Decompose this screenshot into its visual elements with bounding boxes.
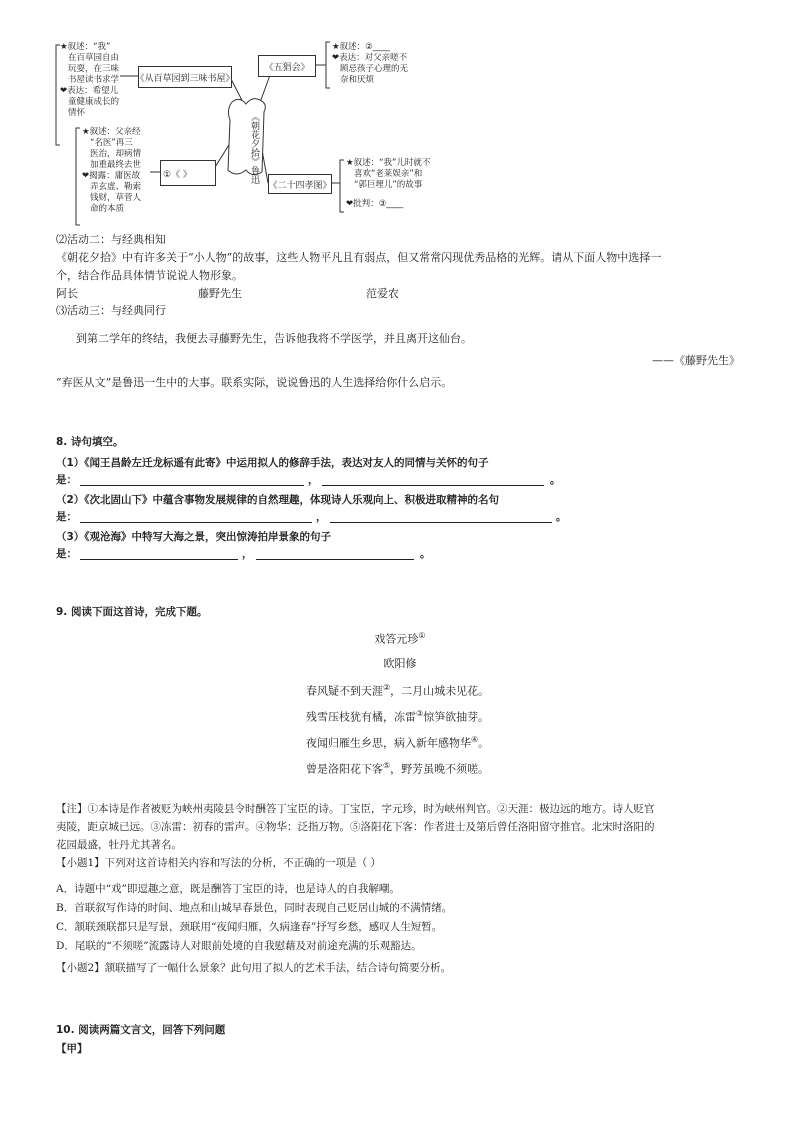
note-line: 弄玄虚、勒索 bbox=[90, 182, 142, 192]
poem-line bbox=[306, 758, 566, 784]
poem-title-text: 戏答元珍 bbox=[374, 632, 419, 646]
note-line: 顾忌孩子心理的无 bbox=[340, 64, 409, 74]
character-option: 藤野先生 bbox=[198, 287, 242, 300]
poem-text: ，野芳虽晚不须嗟。 bbox=[390, 762, 490, 776]
answer-prefix: 是： bbox=[56, 511, 77, 523]
answer-blank[interactable] bbox=[80, 522, 312, 523]
question-9 bbox=[56, 604, 746, 619]
left-mid-note bbox=[82, 127, 152, 215]
annotation-line: 【注】①本诗是作者被贬为峡州夷陵县令时酬答丁宝臣的诗。丁宝臣，字元珍，时为峡州判官。②天涯：极边远的地方。诗人贬官 bbox=[56, 803, 655, 815]
q8-answer-row bbox=[56, 546, 746, 564]
note-line: 喜欢“老莱娱亲”和 bbox=[354, 169, 423, 179]
left-top-note bbox=[60, 42, 130, 119]
note-line: 情怀 bbox=[68, 108, 86, 118]
q8-answer-row bbox=[56, 509, 746, 527]
note-line: 命的本质 bbox=[90, 204, 125, 214]
note-line: 童健康成长的 bbox=[68, 97, 120, 107]
activity3-source: ——《藤野先生》 bbox=[652, 354, 740, 367]
note-line: 在百草园自由 bbox=[68, 53, 120, 63]
box-blank-title: ①《 》 bbox=[160, 160, 216, 186]
poem-annotation bbox=[56, 800, 746, 872]
poem-author: 欧阳修 bbox=[383, 656, 417, 670]
comma: ， bbox=[316, 511, 327, 523]
choice-option-d[interactable]: D．尾联的“不须嗟”流露诗人对眼前处境的自我慰藉及对前途充满的乐观豁达。 bbox=[56, 940, 422, 952]
box-baicaoyuan: 《从百草园到三味书屋》 bbox=[138, 66, 232, 88]
note-line: 玩耍，在三味 bbox=[68, 64, 120, 74]
answer-blank[interactable] bbox=[256, 559, 414, 560]
period: 。 bbox=[556, 511, 567, 523]
note-line: 医治，却病情 bbox=[90, 149, 142, 159]
q10-title: 10. 阅读两篇文言文，回答下列问题 bbox=[56, 1024, 226, 1036]
character-option: 阿长 bbox=[56, 287, 78, 300]
note-line: ❤表达：对父亲嗟不 bbox=[332, 53, 408, 63]
note-line: 钱财，草菅人 bbox=[90, 193, 142, 203]
footnote-mark: ① bbox=[418, 631, 426, 640]
answer-blank[interactable] bbox=[330, 522, 552, 523]
question-10 bbox=[56, 1022, 746, 1056]
poem-text: 残雪压枝犹有橘，冻雷 bbox=[306, 710, 416, 724]
note-line: 奈和厌烦 bbox=[340, 75, 375, 85]
poem-line bbox=[306, 680, 566, 706]
footnote-mark: ③ bbox=[416, 709, 424, 718]
comma: ， bbox=[242, 548, 253, 560]
right-bottom-note bbox=[346, 158, 456, 210]
footnote-mark: ④ bbox=[471, 735, 479, 744]
note-line: ❤表达：希望儿 bbox=[60, 86, 119, 96]
poem-title bbox=[300, 628, 500, 648]
right-top-note bbox=[332, 42, 432, 86]
answer-prefix: 是： bbox=[56, 548, 77, 560]
note-line: 加重最终去世 bbox=[90, 160, 142, 170]
activity3-title: ⑶活动三：与经典同行 bbox=[56, 304, 166, 317]
q9-title: 9. 阅读下面这首诗，完成下题。 bbox=[56, 606, 208, 618]
note-line: ❤批判：③____ bbox=[346, 199, 404, 209]
q8-answer-row bbox=[56, 472, 746, 490]
answer-blank[interactable] bbox=[80, 559, 238, 560]
period: 。 bbox=[550, 474, 561, 486]
footnote-mark: ⑤ bbox=[383, 761, 391, 770]
activity3-question: “弃医从文”是鲁迅一生中的大事。联系实际，说说鲁迅的人生选择给你什么启示。 bbox=[56, 376, 453, 389]
annotation-line: 花园最盛，牡丹尤其著名。 bbox=[56, 839, 182, 851]
choice-options bbox=[56, 880, 746, 956]
activity2-title: ⑵活动二：与经典相知 bbox=[56, 233, 166, 246]
choice-option-a[interactable]: A．诗题中“戏”即逗趣之意，既是酬答丁宝臣的诗，也是诗人的自我解嘲。 bbox=[56, 883, 400, 895]
note-line: “名医”再三 bbox=[90, 138, 133, 148]
poem-text: 惊笋欲抽芽。 bbox=[423, 710, 490, 724]
poem-line bbox=[306, 706, 566, 732]
note-line: ★叙述：父亲经 bbox=[82, 127, 141, 137]
choice-option-b[interactable]: B．首联叙写作诗的时间、地点和山城早春景色，同时表现自己贬居山城的不满情绪。 bbox=[56, 902, 453, 914]
box-24-xiao: 《二十四孝图》 bbox=[268, 174, 332, 194]
activity3 bbox=[56, 303, 740, 391]
character-option: 范爱农 bbox=[366, 287, 399, 300]
note-line: “郭巨埋儿”的故事 bbox=[354, 180, 423, 190]
sub-question-2: 【小题2】颔联描写了一幅什么景象？此句用了拟人的艺术手法，结合诗句简要分析。 bbox=[56, 962, 452, 974]
q8-title: 8. 诗句填空。 bbox=[56, 436, 124, 448]
poem-text: 曾是洛阳花下客 bbox=[306, 762, 383, 776]
note-line: ★叙述：②____ bbox=[332, 42, 390, 52]
center-book-title: 《朝花夕拾》鲁迅 bbox=[249, 112, 259, 184]
poem-text: 春风疑不到天涯 bbox=[306, 684, 383, 698]
poem-line bbox=[306, 732, 566, 758]
box-wuchanghui: 《五猖会》 bbox=[258, 55, 316, 77]
answer-blank[interactable] bbox=[322, 485, 544, 486]
note-line: ★叙述：“我”儿时就不 bbox=[346, 158, 431, 168]
period: 。 bbox=[420, 548, 431, 560]
choice-option-c[interactable]: C．颔联颈联都只是写景，颈联用“夜闻归雁，久病逢春”抒写乡愁，感叹人生短暂。 bbox=[56, 921, 443, 933]
note-line: ★叙述：“我” bbox=[60, 42, 111, 52]
footnote-mark: ② bbox=[383, 683, 391, 692]
comma: ， bbox=[308, 474, 319, 486]
annotation-line: 夷陵，距京城已远。③冻雷：初春的雷声。④物华：泛指万物。⑤洛阳花下客：作者进士及第后曾任洛阳留守推官。北宋时洛阳的 bbox=[56, 821, 655, 833]
activity2-text: 个，结合作品具体情节说说人物形象。 bbox=[56, 269, 243, 282]
question-8 bbox=[56, 434, 746, 564]
activity2 bbox=[56, 232, 746, 302]
q8-item2: （2）《次北固山下》中蕴含事物发展规律的自然理趣，体现诗人乐观向上、积极进取精神的名句 bbox=[56, 494, 500, 506]
q8-item1: （1）《闻王昌龄左迁龙标遥有此寄》中运用拟人的修辞手法，表达对友人的同情与关怀的句子 bbox=[56, 457, 489, 469]
activity3-quote: 到第二学年的终结，我便去寻藤野先生，告诉他我将不学医学，并且离开这仙台。 bbox=[76, 332, 472, 345]
activity2-text: 《朝花夕拾》中有许多关于“小人物”的故事，这些人物平凡且有弱点，但又常常闪现优秀品格的光辉。请从下面人物中选择一 bbox=[56, 251, 662, 264]
poem-lines bbox=[306, 680, 566, 784]
q8-item3: （3）《观沧海》中特写大海之景，突出惊涛拍岸景象的句子 bbox=[56, 531, 332, 543]
sub-question-1: 【小题1】下列对这首诗相关内容和写法的分析，不正确的一项是（ ） bbox=[56, 857, 382, 869]
poem-text: 。 bbox=[478, 736, 490, 750]
q10-section-jia: 【甲】 bbox=[56, 1043, 88, 1055]
poem-text: 夜闻归雁生乡思，病入新年感物华 bbox=[306, 736, 471, 750]
note-line: ❤揭露：庸医故 bbox=[82, 171, 141, 181]
poem-text: ，二月山城未见花。 bbox=[390, 684, 490, 698]
answer-prefix: 是： bbox=[56, 474, 77, 486]
note-line: 书屋读书求学 bbox=[68, 75, 120, 85]
poem-block bbox=[300, 628, 500, 672]
character-options bbox=[56, 286, 746, 302]
answer-blank[interactable] bbox=[80, 485, 304, 486]
